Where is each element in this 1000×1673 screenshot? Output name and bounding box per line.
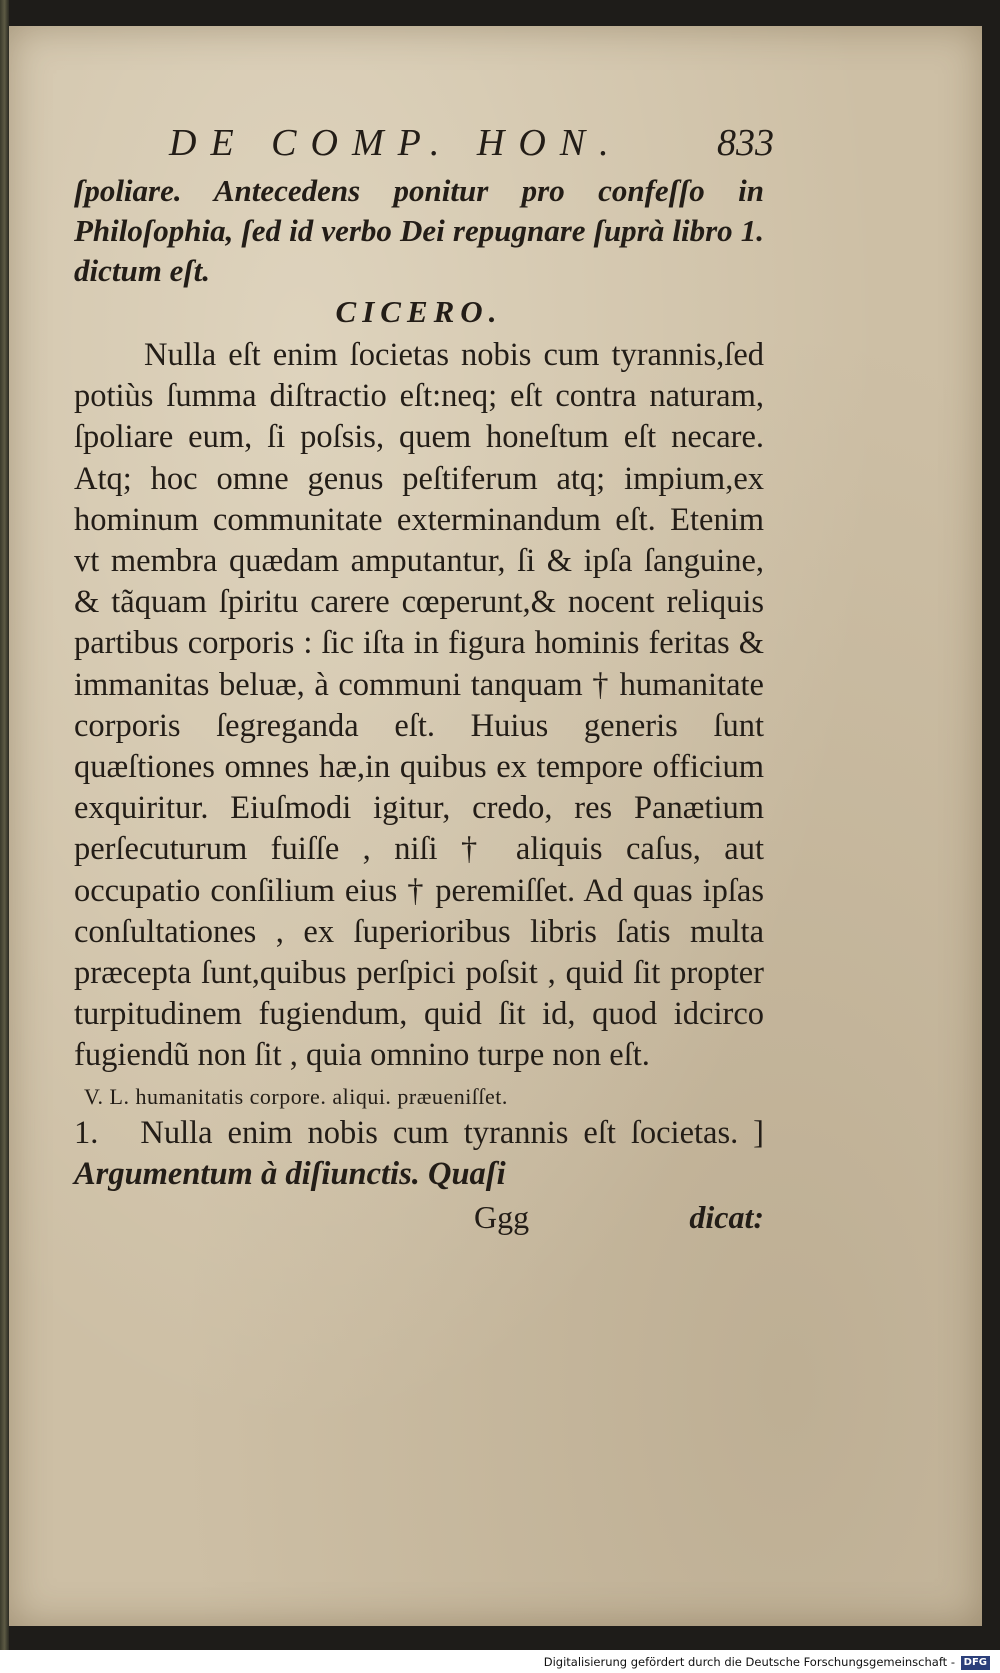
lemma-commentary: Argumentum à diſiunctis. Quaſi xyxy=(74,1155,506,1192)
catchword: dicat: xyxy=(689,1198,764,1235)
page-number: 833 xyxy=(717,122,774,164)
digitization-credit xyxy=(544,1651,990,1673)
signature-mark: Ggg xyxy=(474,1198,530,1235)
text-block xyxy=(74,121,774,1239)
main-paragraph: Nulla eſt enim ſocietas nobis cum tyrannis,ſed potiùs ſumma diſtractio eſt:neq; eſt contra naturam, ſpoliare eum, ſi poſsis, quem honeſtum eſt necare. Atq; hoc omne genus peſtiferum atq; impium,ex hominum communitate exterminandum eſt. Etenim vt membra quædam amputantur, ſi & ipſa ſanguine, & tãquam ſpiritu carere cœperunt,& nocent reliquis partibus corporis : ſic iſta in figura hominis feritas & immanitas beluæ, à communi tanquam † humanitate corporis ſegreganda eſt. Huius generis ſunt quæſtiones omnes hæ,in quibus ex tempore officium exquiritur. Eiuſmodi igitur, credo, res Panætium perſecuturum fuiſſe , niſi † aliquis caſus, aut occupatio conſilium eius † peremiſſet. Ad quas ipſas conſultationes , ex ſuperioribus libris ſatis multa præcepta ſunt,quibus perſpici poſsit , quid ſit propter turpitudinem fugiendum, quid ſit id, quod idcirco fugiendũ non ſit , quia omnino turpe non eſt. xyxy=(74,337,764,1074)
commentary-paragraph: ſpoliare. Antecedens ponitur pro confeſſo in Philoſophia, ſed id verbo Dei repugnare ſuprà libro 1. dictum eſt. xyxy=(74,173,764,288)
lemma-number: 1. xyxy=(74,1114,99,1151)
page-footer xyxy=(74,1195,764,1239)
book-spine xyxy=(0,0,9,1650)
dfg-logo-icon: DFG xyxy=(961,1656,990,1670)
variant-readings-note: V. L. humanitatis corpore. aliqui. præueniſſet. xyxy=(84,1083,508,1109)
section-heading: CICERO. xyxy=(335,294,503,329)
running-header xyxy=(74,121,774,167)
lemma-text: Nulla enim nobis cum tyrannis eſt ſocietas. ] xyxy=(140,1114,764,1151)
lemma-paragraph xyxy=(74,1113,764,1195)
credit-text: Digitalisierung gefördert durch die Deutsche Forschungsgemeinschaft - xyxy=(543,1655,955,1669)
book-page xyxy=(9,26,982,1626)
running-title: DE COMP. HON. xyxy=(169,122,623,164)
